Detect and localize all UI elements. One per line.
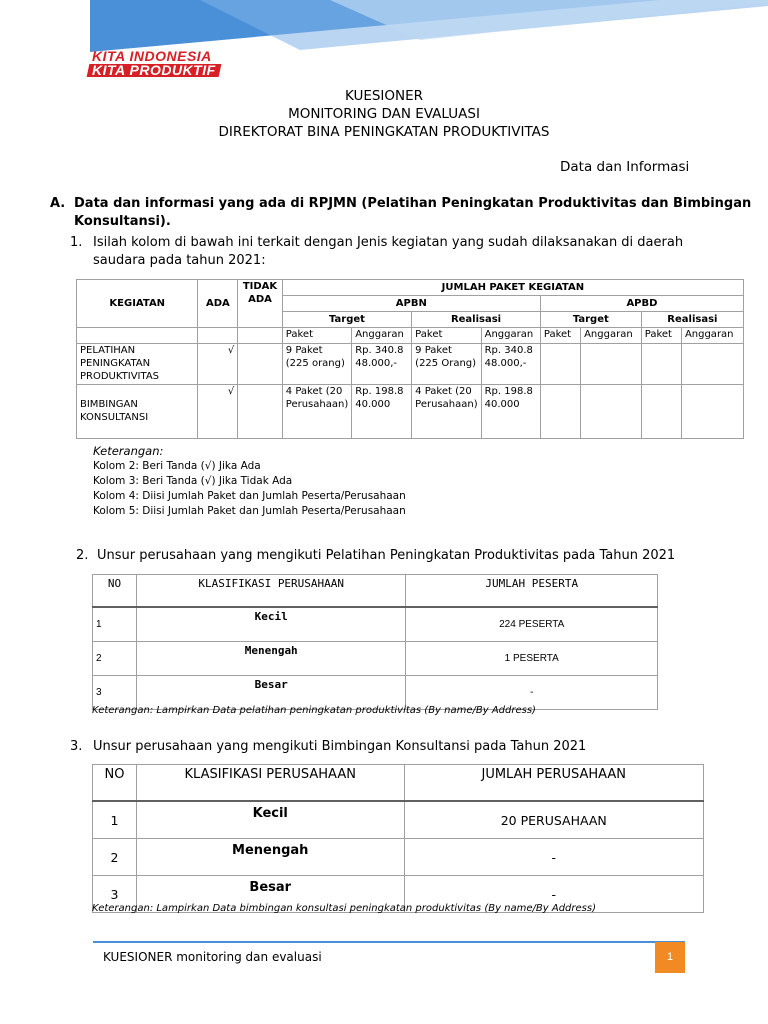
empty-cell <box>238 328 283 344</box>
table-row <box>77 344 744 385</box>
section-a-marker: A. <box>50 196 66 211</box>
table-2-note: Keterangan: Lampirkan Data pelatihan peningkatan produktivitas (By name/By Address) <box>92 705 536 716</box>
jumlah-cell: - <box>404 876 703 913</box>
bimbingan-perusahaan-table <box>92 764 704 913</box>
item-3-number: 3. <box>70 739 83 754</box>
title-line-2: MONITORING DAN EVALUASI <box>288 106 480 122</box>
header-paket: Paket <box>412 328 481 344</box>
klasifikasi-cell: Besar <box>136 676 406 710</box>
logo-line-1: KITA INDONESIA <box>92 48 212 64</box>
kegiatan-table <box>76 279 744 439</box>
page-number: 1 <box>655 942 685 973</box>
notes-1 <box>93 444 406 519</box>
no-cell: 3 <box>93 676 137 710</box>
header-anggaran: Anggaran <box>481 328 540 344</box>
header-ada: ADA <box>198 280 238 328</box>
jumlah-cell: - <box>404 839 703 876</box>
item-2-text: Unsur perusahaan yang mengikuti Pelatihan Peningkatan Produktivitas pada Tahun 2021 <box>97 548 676 563</box>
header-apbn: APBN <box>282 296 540 312</box>
klasifikasi-cell: Kecil <box>136 607 406 642</box>
note-line: Kolom 3: Beri Tanda (√) Jika Tidak Ada <box>93 475 293 487</box>
item-1-number: 1. <box>70 235 83 250</box>
header-klasifikasi: KLASIFIKASI PERUSAHAAN <box>136 765 404 802</box>
jumlah-cell: 20 PERUSAHAAN <box>404 801 703 839</box>
header-anggaran: Anggaran <box>352 328 412 344</box>
apbn-realisasi-anggaran: Rp. 340.848.000,- <box>481 344 540 385</box>
apbn-target-paket: 4 Paket (20 Perusahaan) <box>282 385 351 439</box>
header-klasifikasi: KLASIFIKASI PERUSAHAAN <box>136 575 406 608</box>
table-row <box>93 607 658 642</box>
table-row <box>93 642 658 676</box>
note-line: Kolom 2: Beri Tanda (√) Jika Ada <box>93 460 261 472</box>
header-jumlah-perusahaan: JUMLAH PERUSAHAAN <box>404 765 703 802</box>
no-cell: 1 <box>93 801 137 839</box>
kegiatan-cell: PELATIHAN PENINGKATAN PRODUKTIVITAS <box>77 344 198 385</box>
no-cell: 2 <box>93 839 137 876</box>
header-paket: Paket <box>282 328 351 344</box>
apbn-target-anggaran: Rp. 340.848.000,- <box>352 344 412 385</box>
klasifikasi-cell: Menengah <box>136 839 404 876</box>
header-apbd: APBD <box>540 296 743 312</box>
item-1-line-1: Isilah kolom di bawah ini terkait dengan Jenis kegiatan yang sudah dilaksanakan di daerah <box>93 235 684 250</box>
apbd-target-anggaran <box>581 385 642 439</box>
ada-cell: √ <box>198 385 238 439</box>
table-row <box>77 385 744 439</box>
jumlah-cell: 1 PESERTA <box>406 642 658 676</box>
klasifikasi-cell: Menengah <box>136 642 406 676</box>
table-3-note: Keterangan: Lampirkan Data bimbingan konsultasi peningkatan produktivitas (By name/By Address) <box>92 903 596 914</box>
note-line: Kolom 5: Diisi Jumlah Paket dan Jumlah Peserta/Perusahaan <box>93 505 406 517</box>
apbn-realisasi-paket: 9 Paket (225 Orang) <box>412 344 481 385</box>
table-row <box>93 801 704 839</box>
apbn-realisasi-paket: 4 Paket (20 Perusahaan) <box>412 385 481 439</box>
header-jumlah-paket: JUMLAH PAKET KEGIATAN <box>282 280 743 296</box>
apbn-target-anggaran: Rp. 198.840.000 <box>352 385 412 439</box>
header-jumlah-peserta: JUMLAH PESERTA <box>406 575 658 608</box>
apbd-realisasi-anggaran <box>681 385 743 439</box>
logo-line-2: KITA PRODUKTIF <box>87 64 221 77</box>
no-cell: 1 <box>93 607 137 642</box>
apbd-target-paket <box>540 385 580 439</box>
header-paket: Paket <box>641 328 681 344</box>
header-apbd-target: Target <box>540 312 641 328</box>
klasifikasi-cell: Besar <box>136 876 404 913</box>
note-line: Kolom 4: Diisi Jumlah Paket dan Jumlah Peserta/Perusahaan <box>93 490 406 502</box>
item-1-line-2: saudara pada tahun 2021: <box>93 253 266 268</box>
apbn-realisasi-anggaran: Rp. 198.840.000 <box>481 385 540 439</box>
title-line-3: DIREKTORAT BINA PENINGKATAN PRODUKTIVITAS <box>218 124 550 140</box>
section-a-line-2: Konsultansi). <box>74 214 171 229</box>
notes-heading: Keterangan: <box>93 444 164 458</box>
footer-divider <box>93 941 685 943</box>
tidak-ada-cell <box>238 344 283 385</box>
apbd-realisasi-paket <box>641 385 681 439</box>
header-no: NO <box>93 765 137 802</box>
apbn-target-paket: 9 Paket (225 orang) <box>282 344 351 385</box>
header-apbn-realisasi: Realisasi <box>412 312 541 328</box>
no-cell: 2 <box>93 642 137 676</box>
title-line-1: KUESIONER <box>344 88 424 104</box>
section-a-line-1: Data dan informasi yang ada di RPJMN (Pelatihan Peningkatan Produktivitas dan Bimbingan <box>74 196 752 211</box>
header-no: NO <box>93 575 137 608</box>
header-tidak-ada: TIDAK ADA <box>238 280 283 328</box>
jumlah-cell: 224 PESERTA <box>406 607 658 642</box>
jumlah-cell: - <box>406 676 658 710</box>
pelatihan-peserta-table <box>92 574 658 710</box>
empty-cell <box>198 328 238 344</box>
apbd-realisasi-anggaran <box>681 344 743 385</box>
table-row <box>93 839 704 876</box>
header-anggaran: Anggaran <box>681 328 743 344</box>
apbd-target-anggaran <box>581 344 642 385</box>
apbd-target-paket <box>540 344 580 385</box>
subtitle: Data dan Informasi <box>560 159 690 175</box>
empty-cell <box>77 328 198 344</box>
header-paket: Paket <box>540 328 580 344</box>
footer-text: KUESIONER monitoring dan evaluasi <box>103 950 322 964</box>
klasifikasi-cell: Kecil <box>136 801 404 839</box>
apbd-realisasi-paket <box>641 344 681 385</box>
no-cell: 3 <box>93 876 137 913</box>
item-2-number: 2. <box>76 548 89 563</box>
header-apbn-target: Target <box>282 312 411 328</box>
item-3-text: Unsur perusahaan yang mengikuti Bimbingan Konsultansi pada Tahun 2021 <box>93 739 587 754</box>
logo <box>88 50 278 78</box>
ada-cell: √ <box>198 344 238 385</box>
kegiatan-cell: BIMBINGAN KONSULTANSI <box>77 385 198 439</box>
tidak-ada-cell <box>238 385 283 439</box>
header-apbd-realisasi: Realisasi <box>641 312 743 328</box>
header-kegiatan: KEGIATAN <box>77 280 198 328</box>
header-anggaran: Anggaran <box>581 328 642 344</box>
